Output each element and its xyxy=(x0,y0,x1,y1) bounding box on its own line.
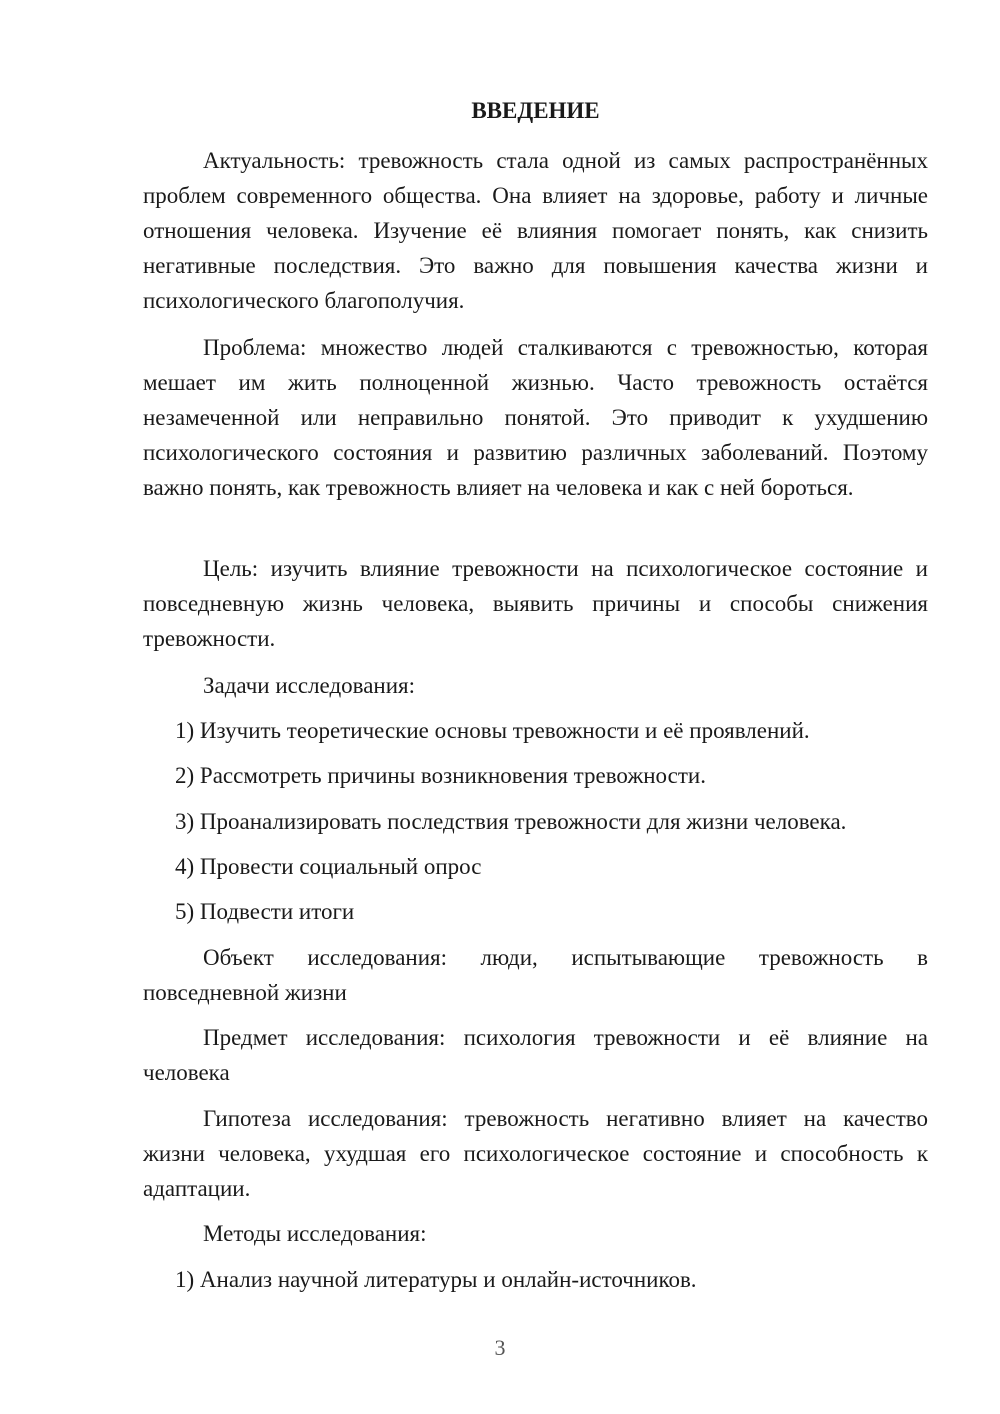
page-number: 3 xyxy=(494,1335,506,1360)
tasks-heading: Задачи исследования: xyxy=(203,673,416,698)
subject-paragraph: Предмет исследования: психология тревожности и её влияние на человека xyxy=(143,1025,928,1085)
page-title: ВВЕДЕНИЕ xyxy=(471,98,600,123)
task-item-2: 2) Рассмотреть причины возникновения тревожности. xyxy=(175,763,706,788)
problem-paragraph: Проблема: множество людей сталкиваются с тревожностью, которая мешает им жить полноценной жизнью. Часто тревожность остаётся незамеченной или неправильно понятой. Это приводит к ухудшению психологического состояния и развитию различных заболеваний. Поэтому важно понять, как тревожность влияет на человека и как с ней бороться. xyxy=(143,335,928,500)
task-item-4: 4) Провести социальный опрос xyxy=(175,854,482,879)
object-paragraph: Объект исследования: люди, испытывающие тревожность в повседневной жизни xyxy=(143,945,928,1005)
hypothesis-paragraph: Гипотеза исследования: тревожность негативно влияет на качество жизни человека, ухудшая его психологическое состояние и способность к адаптации. xyxy=(143,1106,928,1201)
task-item-3: 3) Проанализировать последствия тревожности для жизни человека. xyxy=(175,809,847,834)
method-item-1: 1) Анализ научной литературы и онлайн-источников. xyxy=(175,1267,697,1292)
relevance-paragraph: Актуальность: тревожность стала одной из самых распространённых проблем современного общества. Она влияет на здоровье, работу и личные отношения человека. Изучение её влияния помогает понять, как снизить негативные последствия. Это важно для повышения качества жизни и психологического благополучия. xyxy=(143,148,928,313)
task-item-1: 1) Изучить теоретические основы тревожности и её проявлений. xyxy=(175,718,810,743)
methods-heading: Методы исследования: xyxy=(203,1221,427,1246)
goal-paragraph: Цель: изучить влияние тревожности на психологическое состояние и повседневную жизнь человека, выявить причины и способы снижения тревожности. xyxy=(143,556,928,651)
task-item-5: 5) Подвести итоги xyxy=(175,899,355,924)
